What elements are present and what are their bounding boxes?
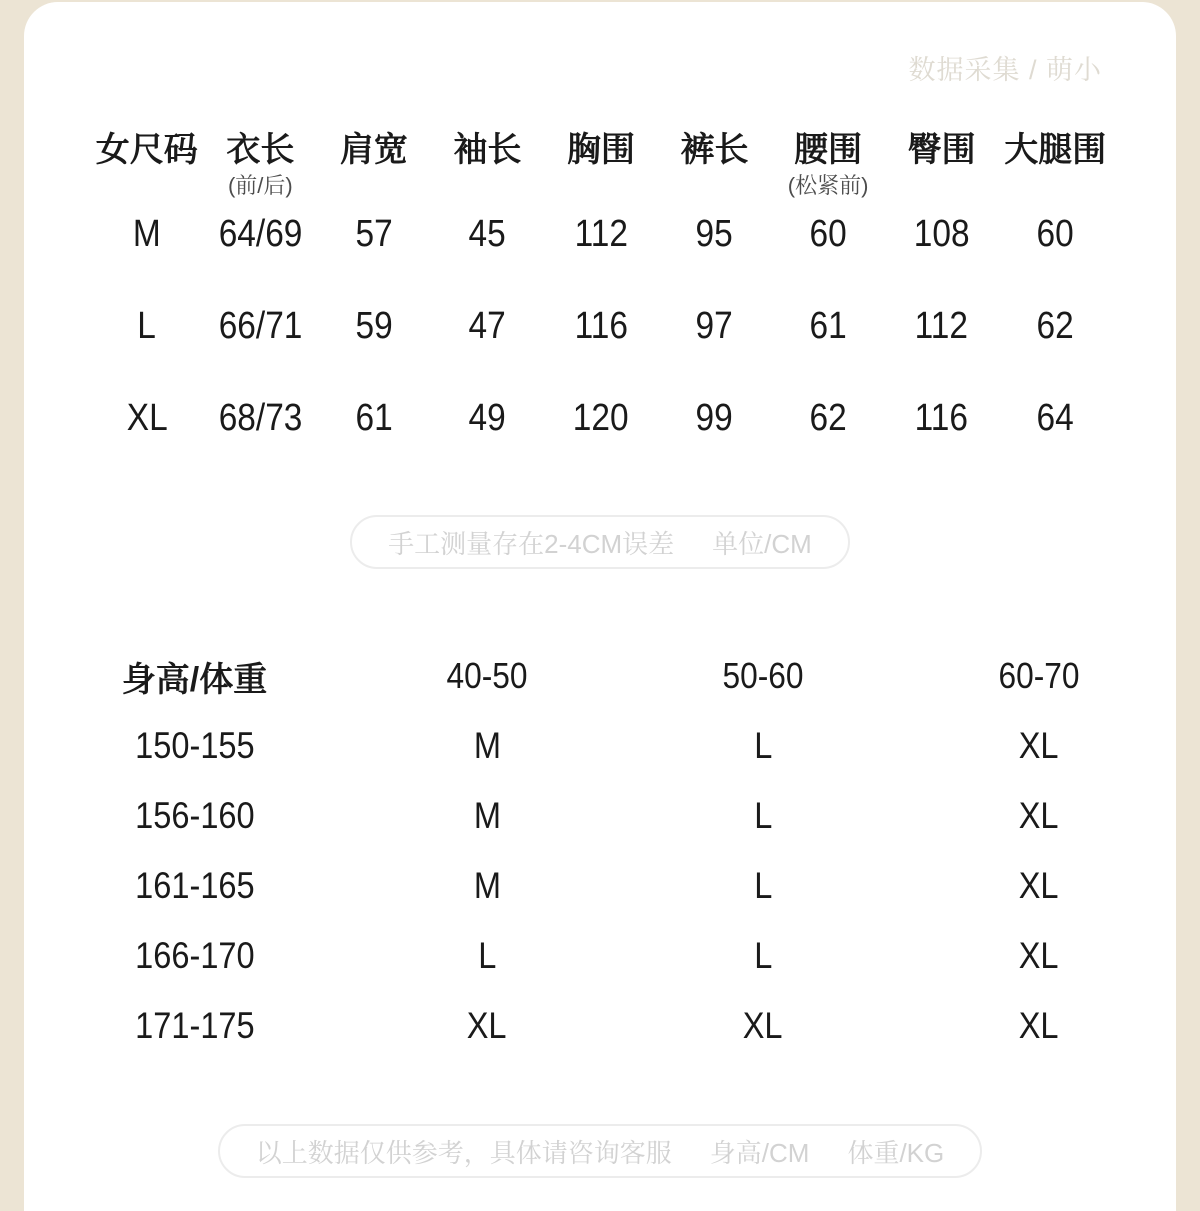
size-col-header <box>998 128 1112 188</box>
fit-row-height-label <box>40 851 349 921</box>
fit-size-cell <box>901 781 1177 851</box>
cell-text: 47 <box>468 304 507 347</box>
cell-text: 156-160 <box>134 795 255 836</box>
size-value-cell <box>998 372 1112 464</box>
size-col-label: 胸围 <box>566 131 635 169</box>
size-value-cell <box>431 372 545 464</box>
size-value-cell <box>204 188 318 280</box>
cell-text: XL <box>1019 725 1059 766</box>
fit-size-cell <box>901 711 1177 781</box>
height-weight-table <box>40 641 1176 1061</box>
cell-text: L <box>753 725 773 766</box>
size-value-cell <box>544 372 658 464</box>
size-col-header <box>317 128 431 188</box>
size-value-cell <box>998 280 1112 372</box>
cell-text: 61 <box>809 304 847 347</box>
fit-row-height-label <box>40 921 349 991</box>
fit-size-cell <box>625 991 901 1061</box>
size-value-cell <box>431 188 545 280</box>
cell-text: 60 <box>1036 212 1074 255</box>
cell-text: 99 <box>695 396 734 439</box>
watermark-caption: 数据采集 / 萌小 <box>908 55 1102 85</box>
size-row-label <box>90 280 204 372</box>
size-col-label: 衣长 <box>226 131 295 169</box>
cell-text: 116 <box>574 304 628 347</box>
size-col-header <box>544 128 658 188</box>
fit-size-cell <box>349 711 625 781</box>
fit-row-height-label <box>40 781 349 851</box>
size-value-cell <box>431 280 545 372</box>
cell-text: M <box>473 725 501 766</box>
cell-text: 45 <box>468 212 507 255</box>
cell-text: 150-155 <box>134 725 255 766</box>
size-col-label: 大腿围 <box>1004 131 1107 169</box>
cell-text: 161-165 <box>134 865 255 906</box>
height-unit-text: 身高/CM <box>709 1137 810 1168</box>
cell-text: 59 <box>355 304 393 347</box>
size-value-cell <box>204 280 318 372</box>
cell-text: 62 <box>1036 304 1074 347</box>
fit-size-cell <box>625 711 901 781</box>
cell-text: L <box>137 304 157 347</box>
measurement-note-row <box>24 464 1176 569</box>
fit-size-cell <box>349 851 625 921</box>
size-value-cell <box>658 280 772 372</box>
size-row-label <box>90 372 204 464</box>
size-col-label: 裤长 <box>680 131 749 169</box>
cell-text: 57 <box>355 212 393 255</box>
size-col-sublabel: (松紧前) <box>787 173 869 198</box>
size-col-header <box>771 128 885 198</box>
size-measurement-table <box>90 128 1112 464</box>
cell-text: 40-50 <box>446 655 528 696</box>
size-row-label <box>90 188 204 280</box>
size-value-cell <box>658 372 772 464</box>
cell-text: L <box>753 935 773 976</box>
cell-text: 112 <box>574 212 628 255</box>
size-col-label: 女尺码 <box>95 131 198 169</box>
cell-text: L <box>753 865 773 906</box>
cell-text: L <box>477 935 497 976</box>
cell-text: L <box>753 795 773 836</box>
cell-text: 50-60 <box>722 655 804 696</box>
size-value-cell <box>544 280 658 372</box>
fit-size-cell <box>901 921 1177 991</box>
size-value-cell <box>998 188 1112 280</box>
cell-text: 171-175 <box>134 1005 255 1046</box>
cell-text: XL <box>126 396 168 439</box>
cell-text: 166-170 <box>134 935 255 976</box>
cell-text: XL <box>1019 1005 1059 1046</box>
cell-text: 61 <box>355 396 393 439</box>
cell-text: 60-70 <box>998 655 1080 696</box>
size-value-cell <box>317 188 431 280</box>
size-col-label: 臀围 <box>907 131 976 169</box>
size-value-cell <box>317 372 431 464</box>
size-value-cell <box>204 372 318 464</box>
unit-text: 单位/CM <box>712 528 812 559</box>
cell-text: 95 <box>695 212 734 255</box>
cell-text: 108 <box>913 212 970 255</box>
weight-unit-text: 体重/KG <box>847 1137 945 1168</box>
cell-text: 62 <box>809 396 847 439</box>
cell-text: 60 <box>809 212 847 255</box>
fit-size-cell <box>349 781 625 851</box>
size-col-header <box>431 128 545 188</box>
cell-text: XL <box>467 1005 507 1046</box>
size-value-cell <box>317 280 431 372</box>
fit-col-header-weight <box>901 641 1177 711</box>
cell-text: XL <box>1019 865 1059 906</box>
fit-size-cell <box>625 851 901 921</box>
measurement-note-pill <box>350 515 850 569</box>
size-value-cell <box>771 372 885 464</box>
size-value-cell <box>544 188 658 280</box>
cell-text: M <box>132 212 161 255</box>
cell-text: XL <box>1019 795 1059 836</box>
size-col-label: 袖长 <box>453 131 522 169</box>
cell-text: 66/71 <box>218 304 303 347</box>
cell-text: XL <box>743 1005 783 1046</box>
cell-text: 116 <box>914 396 969 439</box>
size-col-header <box>658 128 772 188</box>
size-value-cell <box>771 280 885 372</box>
fit-size-cell <box>349 991 625 1061</box>
fit-row-height-label <box>40 991 349 1061</box>
size-col-sublabel: (前/后) <box>227 173 293 198</box>
size-value-cell <box>771 188 885 280</box>
reference-disclaimer-text: 以上数据仅供参考，具体请咨询客服 <box>255 1137 672 1168</box>
fit-size-cell <box>625 781 901 851</box>
fit-size-cell <box>901 851 1177 921</box>
size-col-header <box>90 128 204 188</box>
size-value-cell <box>885 280 999 372</box>
fit-col-header-label <box>40 641 349 711</box>
fit-col-header-weight <box>625 641 901 711</box>
cell-text: M <box>473 865 501 906</box>
measurement-tolerance-text: 手工测量存在2-4CM误差 <box>388 528 675 559</box>
size-col-header <box>204 128 318 198</box>
size-value-cell <box>658 188 772 280</box>
size-col-header <box>885 128 999 188</box>
fit-size-cell <box>625 921 901 991</box>
cell-text: 112 <box>914 304 969 347</box>
size-col-label: 肩宽 <box>339 131 408 169</box>
fit-size-cell <box>349 921 625 991</box>
cell-text: 64/69 <box>218 212 303 255</box>
size-value-cell <box>885 188 999 280</box>
fit-row-height-label <box>40 711 349 781</box>
cell-text: 120 <box>573 396 629 439</box>
fit-col-header-weight <box>349 641 625 711</box>
reference-note-row <box>24 1061 1176 1178</box>
cell-text: XL <box>1019 935 1059 976</box>
cell-text: 64 <box>1036 396 1074 439</box>
cell-text: 97 <box>695 304 734 347</box>
reference-note-pill <box>218 1124 982 1178</box>
size-col-label: 腰围 <box>794 131 863 169</box>
fit-size-cell <box>901 991 1177 1061</box>
cell-text: 身高/体重 <box>121 660 268 699</box>
cell-text: 49 <box>468 396 507 439</box>
cell-text: 68/73 <box>218 396 303 439</box>
cell-text: M <box>473 795 501 836</box>
size-value-cell <box>885 372 999 464</box>
size-chart-card <box>24 2 1176 1211</box>
